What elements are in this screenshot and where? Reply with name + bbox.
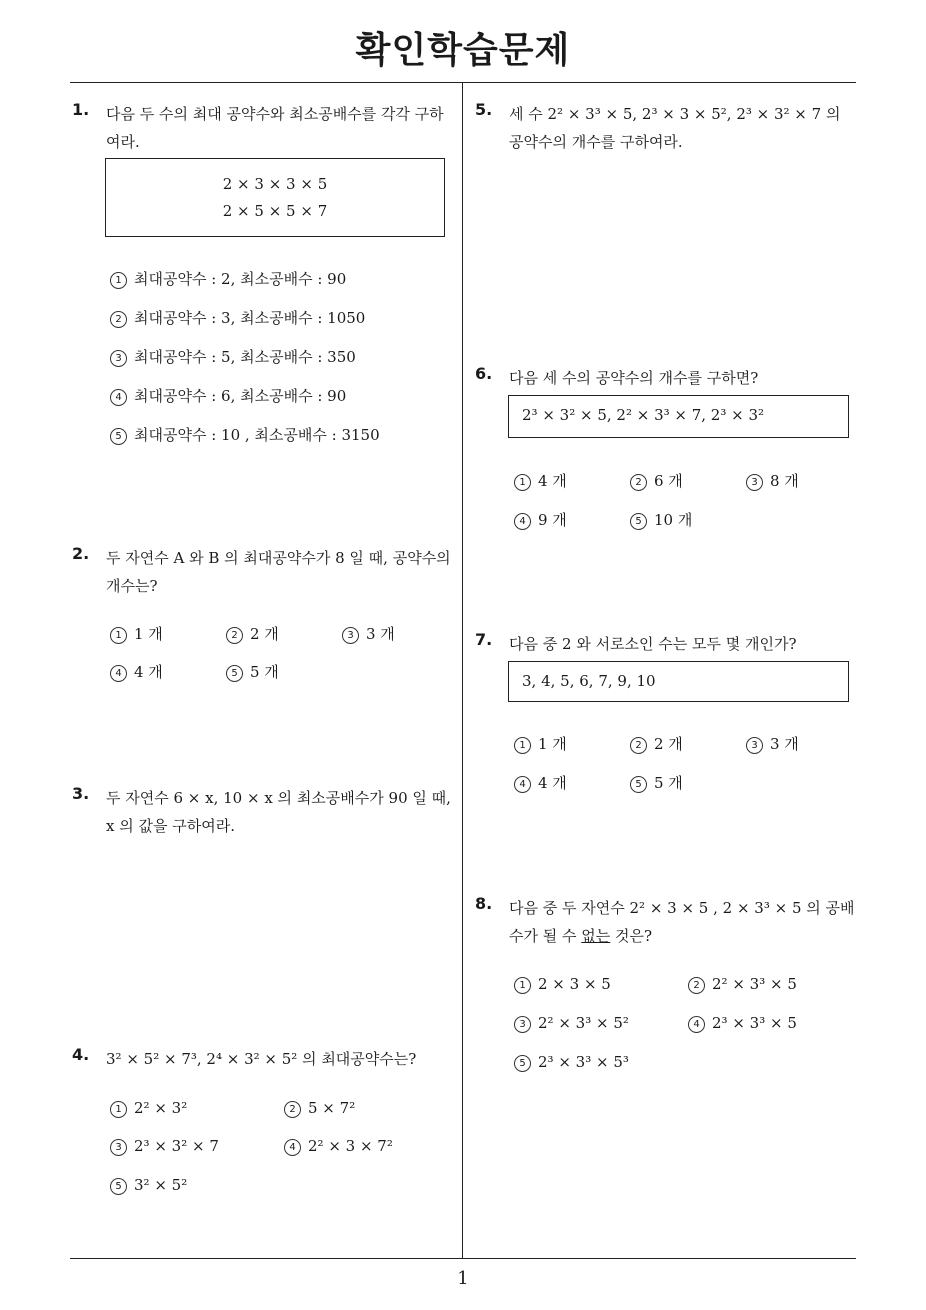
option-text: 2² × 3³ × 5: [712, 975, 797, 993]
answer-option-1[interactable]: [110, 268, 346, 289]
option-text: 2³ × 3³ × 5: [712, 1014, 797, 1032]
answer-option-3[interactable]: [110, 1137, 219, 1156]
option-text: 1 개: [538, 735, 567, 753]
option-text: 최대공약수 : 6, 최소공배수 : 90: [134, 387, 347, 405]
question-number: 2.: [72, 544, 90, 563]
circled-number: 4: [110, 665, 127, 682]
circled-number: 5: [514, 1055, 531, 1072]
given-numbers: 3, 4, 5, 6, 7, 9, 10: [522, 672, 656, 690]
circled-number: 4: [514, 513, 531, 530]
option-text: 2 × 3 × 5: [538, 975, 611, 993]
answer-option-1[interactable]: [110, 1099, 187, 1118]
question-text: 3² × 5² × 7³, 2⁴ × 3² × 5² 의 최대공약수는?: [106, 1050, 417, 1068]
given-numbers-box: [508, 395, 849, 438]
circled-number: 4: [688, 1016, 705, 1033]
circled-number: 4: [110, 389, 127, 406]
option-text: 10 개: [654, 511, 693, 529]
underlined-emphasis: 없는: [581, 927, 611, 945]
answer-option-2[interactable]: [284, 1099, 355, 1118]
circled-number: 5: [110, 428, 127, 445]
circled-number: 5: [630, 776, 647, 793]
answer-option-1[interactable]: [514, 975, 611, 994]
circled-number: 1: [514, 737, 531, 754]
option-text: 8 개: [770, 472, 799, 490]
answer-option-4[interactable]: [284, 1137, 393, 1156]
circled-number: 3: [514, 1016, 531, 1033]
circled-number: 4: [284, 1139, 301, 1156]
circled-number: 3: [110, 350, 127, 367]
answer-option-4[interactable]: [110, 661, 163, 682]
circled-number: 1: [514, 977, 531, 994]
option-text: 3 개: [366, 625, 395, 643]
option-text: 2 개: [250, 625, 279, 643]
option-text: 4 개: [538, 472, 567, 490]
option-text: 4 개: [134, 663, 163, 681]
question-number: 3.: [72, 784, 90, 803]
option-text: 6 개: [654, 472, 683, 490]
answer-option-2[interactable]: [630, 733, 683, 754]
option-text: 9 개: [538, 511, 567, 529]
circled-number: 1: [110, 627, 127, 644]
answer-option-1[interactable]: [514, 733, 567, 754]
option-text: 1 개: [134, 625, 163, 643]
circled-number: 4: [514, 776, 531, 793]
top-divider: [70, 82, 856, 83]
given-numbers: 2³ × 3² × 5, 2² × 3³ × 7, 2³ × 3²: [522, 406, 765, 424]
circled-number: 1: [110, 272, 127, 289]
question-text-part: 것은?: [610, 927, 653, 945]
answer-option-5[interactable]: [514, 1053, 629, 1072]
option-text: 5 개: [654, 774, 683, 792]
option-text: 4 개: [538, 774, 567, 792]
question-text: 세 수 2² × 3³ × 5, 2³ × 3 × 5², 2³ × 3² × 7 의 공약수의 개수를 구하여라.: [509, 105, 841, 151]
circled-number: 2: [284, 1101, 301, 1118]
circled-number: 2: [630, 737, 647, 754]
answer-option-5[interactable]: [630, 509, 692, 530]
question-text-part: 다음 중 두 자연수 2² × 3 × 5 , 2 × 3³ × 5 의 공배수가 될 수: [509, 899, 855, 945]
question-number: 8.: [475, 894, 493, 913]
answer-option-2[interactable]: [110, 307, 365, 328]
answer-option-3[interactable]: [110, 346, 356, 367]
option-text: 최대공약수 : 3, 최소공배수 : 1050: [134, 309, 366, 327]
option-text: 2² × 3²: [134, 1099, 188, 1117]
circled-number: 1: [110, 1101, 127, 1118]
question-number: 6.: [475, 364, 493, 383]
circled-number: 3: [110, 1139, 127, 1156]
option-text: 2 개: [654, 735, 683, 753]
circled-number: 2: [110, 311, 127, 328]
circled-number: 2: [226, 627, 243, 644]
answer-option-3[interactable]: [342, 623, 395, 644]
answer-option-1[interactable]: [514, 470, 567, 491]
given-number-line: 2 × 3 × 3 × 5: [222, 175, 328, 193]
option-text: 최대공약수 : 5, 최소공배수 : 350: [134, 348, 356, 366]
answer-option-5[interactable]: [110, 424, 380, 445]
circled-number: 2: [688, 977, 705, 994]
bottom-divider: [70, 1258, 856, 1259]
page-number: 1: [457, 1268, 469, 1289]
question-number: 5.: [475, 100, 493, 119]
answer-option-3[interactable]: [514, 1014, 629, 1033]
answer-option-5[interactable]: [110, 1176, 187, 1195]
question-text: 다음 세 수의 공약수의 개수를 구하면?: [509, 369, 759, 387]
question-text: [509, 894, 859, 950]
option-text: 2² × 3 × 7²: [308, 1137, 393, 1155]
answer-option-2[interactable]: [688, 975, 797, 994]
question-number: 7.: [475, 630, 493, 649]
circled-number: 5: [110, 1178, 127, 1195]
option-text: 최대공약수 : 10 , 최소공배수 : 3150: [134, 426, 380, 444]
answer-option-1[interactable]: [110, 623, 163, 644]
option-text: 2² × 3³ × 5²: [538, 1014, 629, 1032]
answer-option-3[interactable]: [746, 470, 799, 491]
circled-number: 5: [226, 665, 243, 682]
circled-number: 5: [630, 513, 647, 530]
given-numbers-box: [508, 661, 849, 702]
option-text: 5 × 7²: [308, 1099, 356, 1117]
option-text: 5 개: [250, 663, 279, 681]
option-text: 3² × 5²: [134, 1176, 188, 1194]
circled-number: 3: [746, 474, 763, 491]
circled-number: 3: [342, 627, 359, 644]
answer-option-4[interactable]: [514, 772, 567, 793]
column-divider: [462, 83, 463, 1258]
answer-option-4[interactable]: [688, 1014, 797, 1033]
page-title: 확인학습문제: [355, 30, 571, 71]
answer-option-4[interactable]: [514, 509, 567, 530]
circled-number: 1: [514, 474, 531, 491]
question-text: 다음 두 수의 최대 공약수와 최소공배수를 각각 구하여라.: [106, 105, 444, 151]
answer-option-2[interactable]: [226, 623, 279, 644]
question-text: 다음 중 2 와 서로소인 수는 모두 몇 개인가?: [509, 635, 797, 653]
question-text: 두 자연수 A 와 B 의 최대공약수가 8 일 때, 공약수의 개수는?: [106, 549, 451, 595]
answer-option-2[interactable]: [630, 470, 683, 491]
question-number: 1.: [72, 100, 90, 119]
answer-option-4[interactable]: [110, 385, 346, 406]
answer-option-5[interactable]: [226, 661, 279, 682]
answer-option-5[interactable]: [630, 772, 683, 793]
answer-option-3[interactable]: [746, 733, 799, 754]
given-number-line: 2 × 5 × 5 × 7: [222, 202, 328, 220]
option-text: 2³ × 3³ × 5³: [538, 1053, 629, 1071]
option-text: 3 개: [770, 735, 799, 753]
circled-number: 2: [630, 474, 647, 491]
question-number: 4.: [72, 1045, 90, 1064]
given-numbers-box: [105, 158, 445, 237]
option-text: 2³ × 3² × 7: [134, 1137, 219, 1155]
question-text: 두 자연수 6 × x, 10 × x 의 최소공배수가 90 일 때, x 의 값을 구하여라.: [106, 789, 451, 835]
circled-number: 3: [746, 737, 763, 754]
option-text: 최대공약수 : 2, 최소공배수 : 90: [134, 270, 347, 288]
